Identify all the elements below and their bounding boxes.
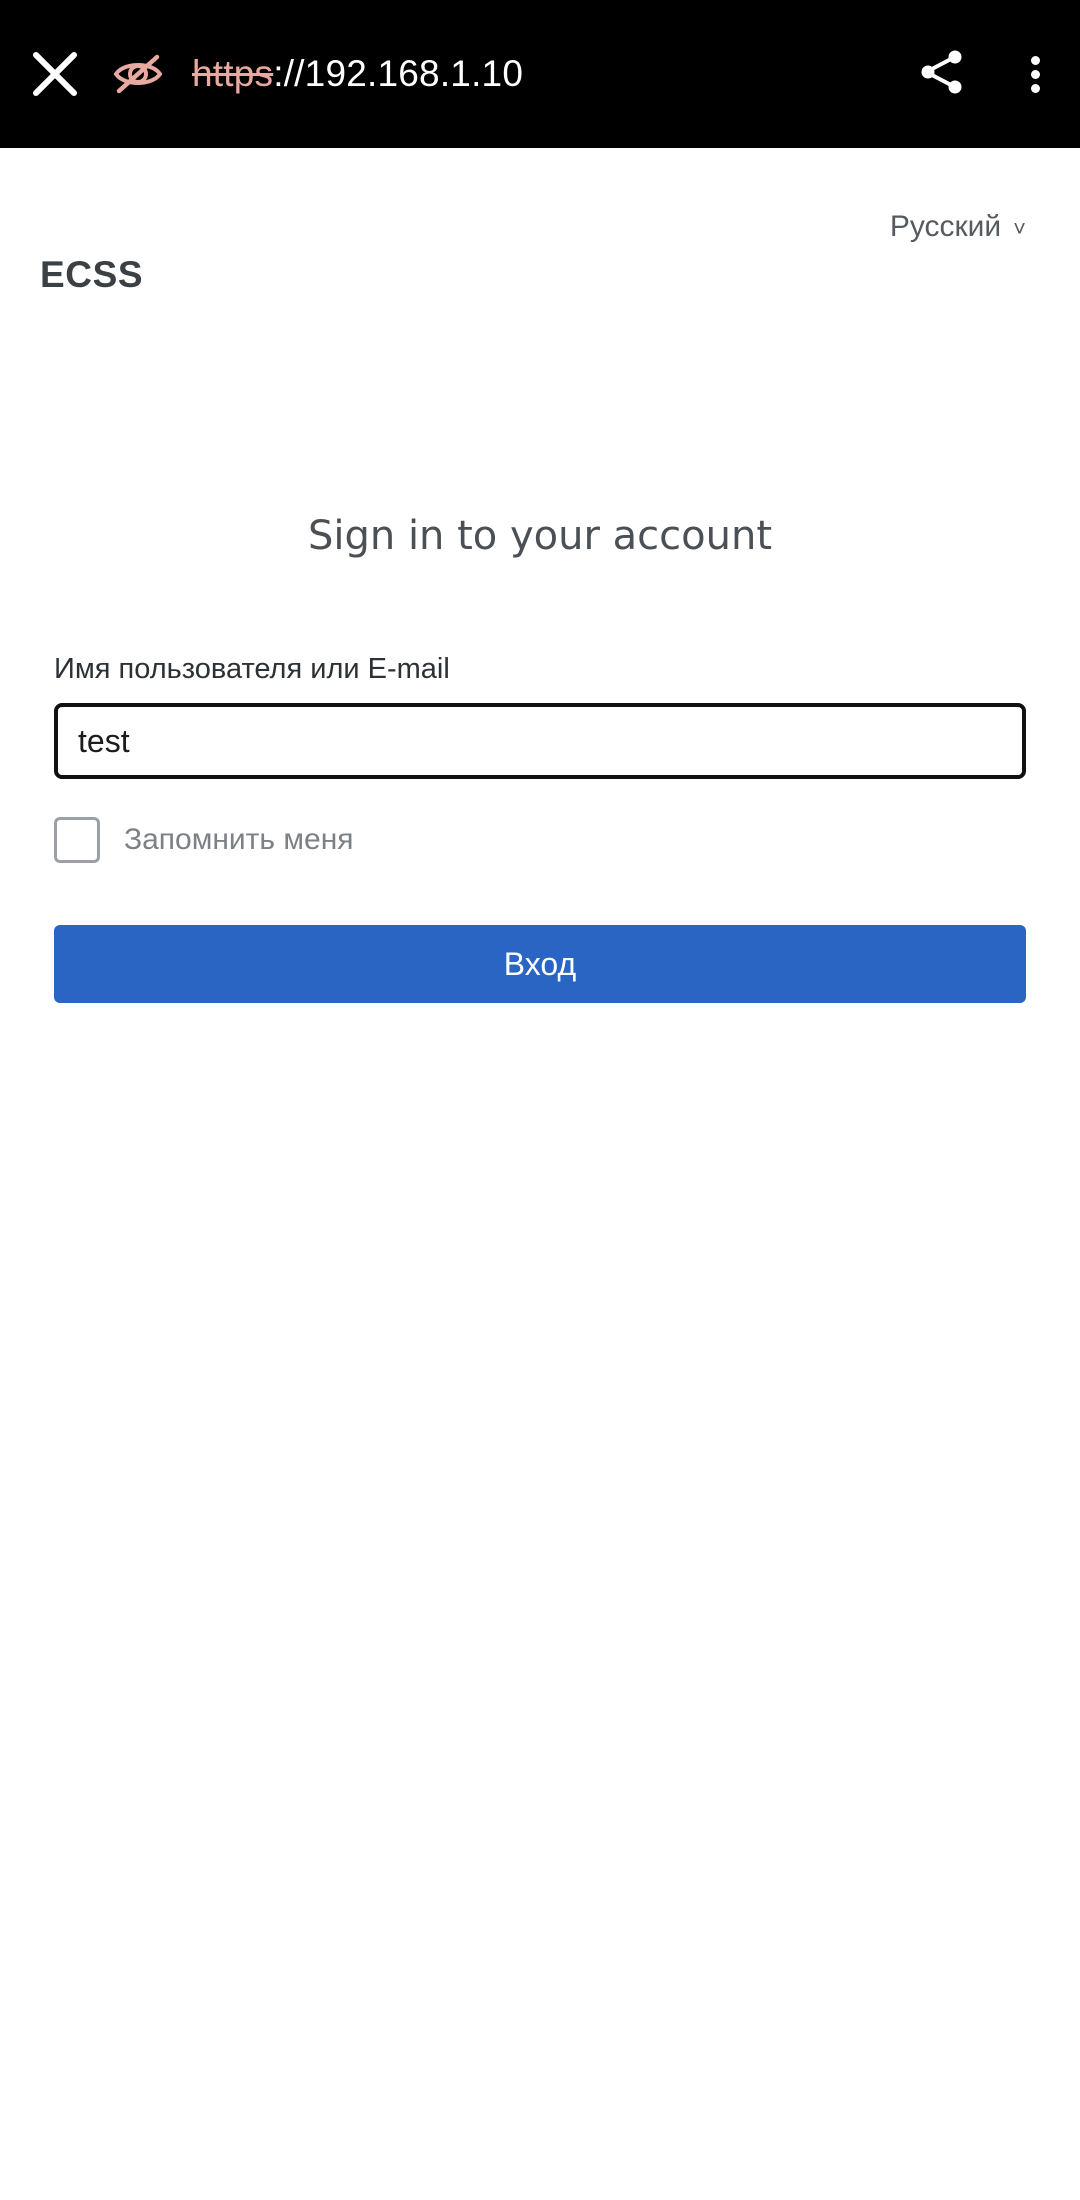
overflow-menu-icon <box>1031 51 1040 98</box>
username-label: Имя пользователя или E-mail <box>54 653 450 685</box>
username-input[interactable] <box>54 703 1026 779</box>
login-form <box>54 653 1026 1003</box>
overflow-menu-button[interactable] <box>990 0 1080 148</box>
language-selector-label: Русский <box>889 210 1002 243</box>
page-title: Sign in to your account <box>307 513 773 559</box>
language-selector[interactable] <box>890 210 1026 244</box>
remember-me-label: Запомнить меня <box>124 823 354 856</box>
remember-me-row[interactable] <box>54 817 1026 863</box>
browser-toolbar <box>0 0 1080 148</box>
close-button[interactable] <box>0 0 110 148</box>
close-icon <box>29 48 81 100</box>
share-button[interactable] <box>894 0 990 148</box>
remember-me-checkbox[interactable] <box>54 817 100 863</box>
url-host: 192.168.1.10 <box>304 53 524 94</box>
url-scheme: https <box>192 53 274 94</box>
address-bar[interactable] <box>110 0 894 148</box>
login-button[interactable]: Вход <box>54 925 1026 1003</box>
insecure-connection-icon[interactable] <box>110 46 166 102</box>
login-page <box>0 148 1080 2200</box>
chevron-down-icon: ˅ <box>1013 216 1026 241</box>
url-separator: :// <box>273 53 305 94</box>
share-icon <box>917 47 967 102</box>
brand-logo: ECSS <box>40 254 144 295</box>
url-text <box>192 53 523 95</box>
